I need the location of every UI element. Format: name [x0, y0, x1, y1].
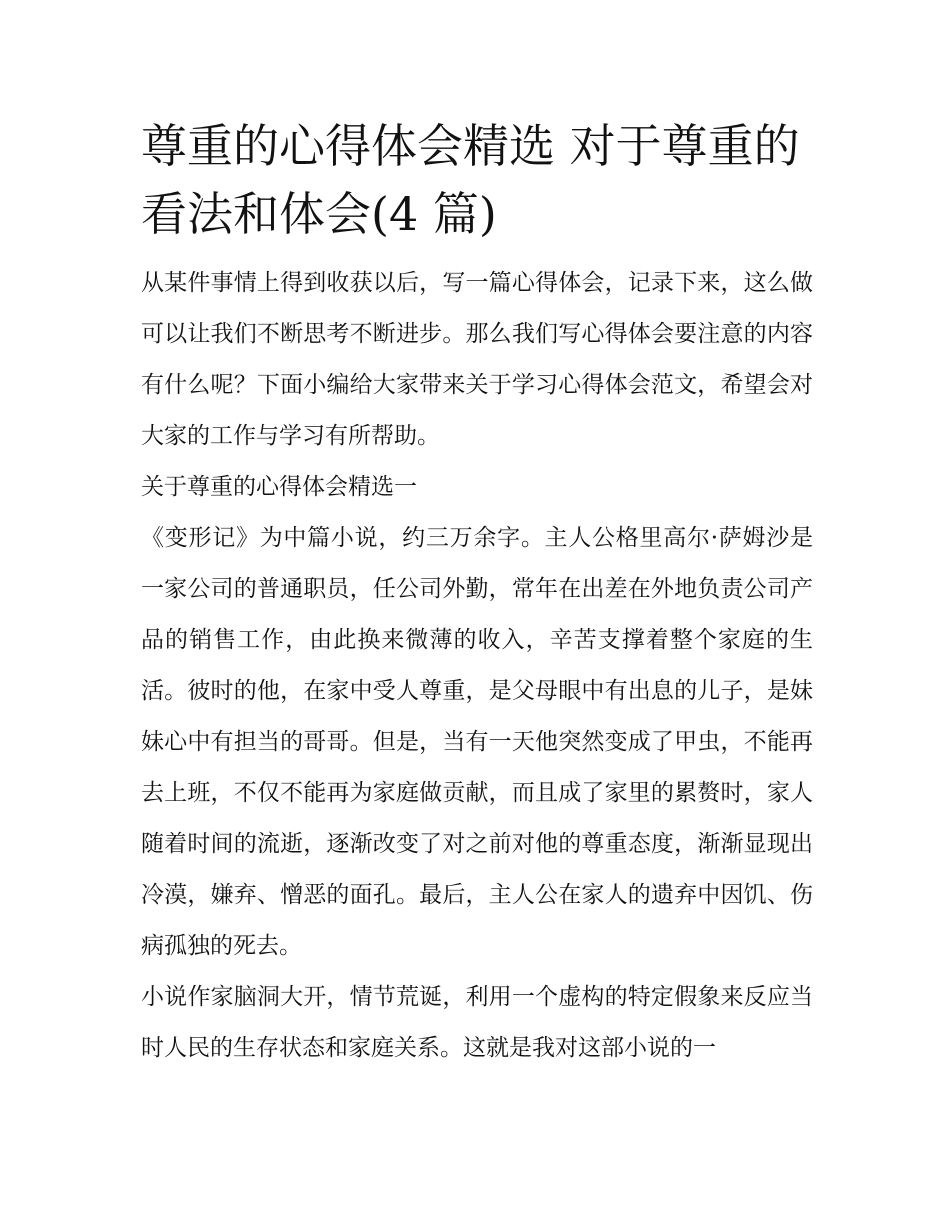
document-body [141, 112, 813, 1074]
intro-paragraph: 从某件事情上得到收获以后，写一篇心得体会，记录下来，这么做可以让我们不断思考不断进步。那么我们写心得体会要注意的内容有什么呢？下面小编给大家带来关于学习心得体会范文，希望会对大家的工作与学习有所帮助。 [141, 270, 813, 449]
document-title: 尊重的心得体会精选 对于尊重的看法和体会(4 篇) [141, 119, 800, 241]
body-paragraph-1: 《变形记》为中篇小说，约三万余字。主人公格里高尔·萨姆沙是一家公司的普通职员，任公司外勤，常年在出差在外地负责公司产品的销售工作，由此换来微薄的收入，辛苦支撑着整个家庭的生活。彼时的他，在家中受人尊重，是父母眼中有出息的儿子，是妹妹心中有担当的哥哥。但是，当有一天他突然变成了甲虫，不能再去上班，不仅不能再为家庭做贡献，而且成了家里的累赘时，家人随着时间的流逝，逐渐改变了对之前对他的尊重态度，渐渐显现出冷漠，嫌弃、憎恶的面孔。最后，主人公在家人的遗弃中因饥、伤病孤独的死去。 [141, 525, 813, 959]
section-heading: 关于尊重的心得体会精选一 [141, 474, 417, 500]
body-paragraph-2: 小说作家脑洞大开，情节荒诞，利用一个虚构的特定假象来反应当时人民的生存状态和家庭关系。这就是我对这部小说的一 [141, 984, 813, 1061]
